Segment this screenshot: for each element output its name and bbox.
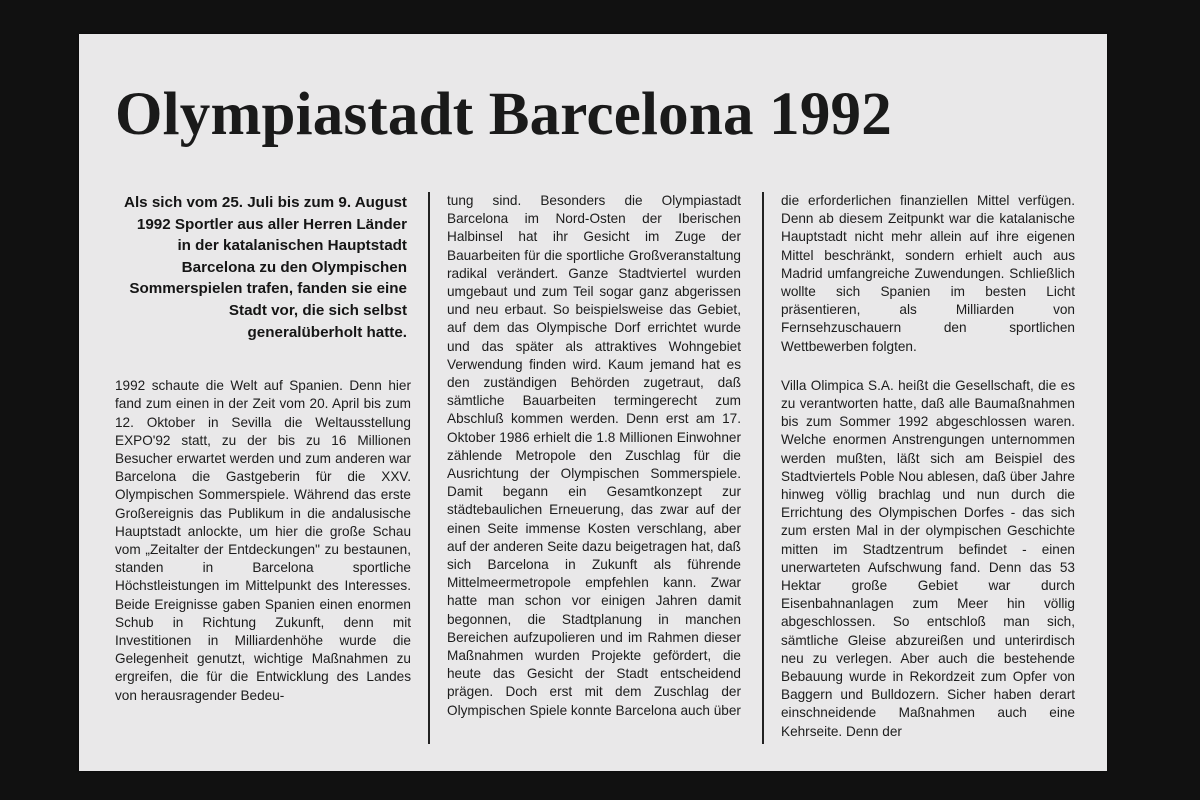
column-divider: [762, 192, 764, 744]
column-2: [447, 192, 741, 720]
lead-paragraph: Als sich vom 25. Juli bis zum 9. August 1992 Sportler aus aller Herren Länder in der katalanischen Hauptstadt Barcelona zu den Olympischen Sommerspielen trafen, fanden sie eine Stadt vor, die sich selbst generalüberholt hatte.: [123, 194, 407, 341]
page-title: Olympiastadt Barcelona 1992: [115, 81, 892, 148]
body-paragraph: 1992 schaute die Welt auf Spanien. Denn hier fand zum einen in der Zeit vom 20. April bis zum 12. Oktober in Sevilla die Weltausstellung EXPO'92 statt, zu der bis zu 16 Millionen Besucher erwartet werden und zum anderen war Barcelona die Gastgeberin für die XXV. Olympischen Sommerspiele. Während das erste Großereignis das Publikum in die andalusische Hauptstadt anlockte, um hier die große Schau vom „Zeitalter der Entdeckungen" zu bestaunen, standen in Barcelona sportliche Höchstleistungen im Mittelpunkt des Interesses. Beide Ereignisse gaben Spanien einen enormen Schub in Richtung Zukunft, denn mit Investitionen in Milliardenhöhe wurde die Gelegenheit genutzt, wichtige Maßnahmen zu ergreifen, die für die Entwicklung des Landes von herausragender Bedeu-: [115, 378, 411, 703]
column-divider: [428, 192, 430, 744]
body-paragraph: Villa Olimpica S.A. heißt die Gesellschaft, die es zu verantworten hatte, daß alle Baumaßnahmen bis zum Sommer 1992 abgeschlossen waren. Welche enormen Anstrengungen unternommen werden mußten, läßt sich am Beispiel des Stadtviertels Poble Nou ablesen, daß über Jahre hinweg völlig brachlag und nun durch die Errichtung des Olympischen Dorfes - das sich zum ersten Mal in der olympischen Geschichte mitten im Stadtzentrum befindet - einen unerwarteten Aufschwung fand. Denn das 53 Hektar große Gebiet war durch Eisenbahnanlagen zum Meer hin völlig abgeschlossen. So entschloß man sich, sämtliche Gleise abzureißen und unterirdisch neu zu verlegen. Aber auch die bestehende Bebauung wurde in Rekordzeit zum Opfer von Baggern und Bulldozern. Sicher haben derart einschneidende Maßnahmen auch eine Kehrseite. Denn der: [781, 377, 1075, 739]
column-1: [115, 192, 411, 705]
body-paragraph: die erforderlichen finanziellen Mittel verfügen. Denn ab diesem Zeitpunkt war die katalanische Hauptstadt nicht mehr allein auf ihre eigenen Mittel beschränkt, sondern erhielt auch aus Madrid umfangreiche Zuwendungen. Schließlich wollte sich Spanien im besten Licht präsentieren, als Milliarden von Fernsehzuschauern den sportlichen Wettbewerben folgten.: [781, 193, 1075, 354]
body-paragraph: tung sind. Besonders die Olympiastadt Barcelona im Nord-Osten der Iberischen Halbinsel hat ihr Gesicht im Zuge der Bauarbeiten für die sportliche Großveranstaltung radikal verändert. Ganze Stadtviertel wurden umgebaut und zum Teil sogar ganz abgerissen und neu erbaut. So beispielsweise das Gebiet, auf dem das Olympische Dorf errichtet wurde und das später als attraktives Wohngebiet Verwendung finden wird. Kaum jemand hat es den zuständigen Behörden zugetraut, daß sämtliche Bauarbeiten termingerecht zum Abschluß kommen werden. Denn erst am 17. Oktober 1986 erhielt die 1.8 Millionen Einwohner zählende Metropole den Zuschlag für die Ausrichtung der Olympischen Sommerspiele. Damit begann ein Gesamtkonzept zur städtebaulichen Erneuerung, das zwar auf der einen Seite immense Kosten verschlang, aber auf der anderen Seite dazu beigetragen hat, daß sich Barcelona in Zukunft als führende Mittelmeermetropole empfehlen kann. Zwar hatte man schon vor einigen Jahren damit begonnen, die Stadtplanung in manchen Bereichen aufzupolieren und im Rahmen dieser Maßnahmen wurden Projekte gefördert, die heute das Gesicht der Stadt entscheidend prägen. Doch erst mit dem Zuschlag der Olympischen Spiele konnte Barcelona auch über: [447, 193, 741, 718]
paragraph-spacer: [115, 343, 411, 377]
column-3: [781, 192, 1075, 741]
document-card: [79, 34, 1107, 771]
paragraph-spacer: [781, 356, 1075, 377]
